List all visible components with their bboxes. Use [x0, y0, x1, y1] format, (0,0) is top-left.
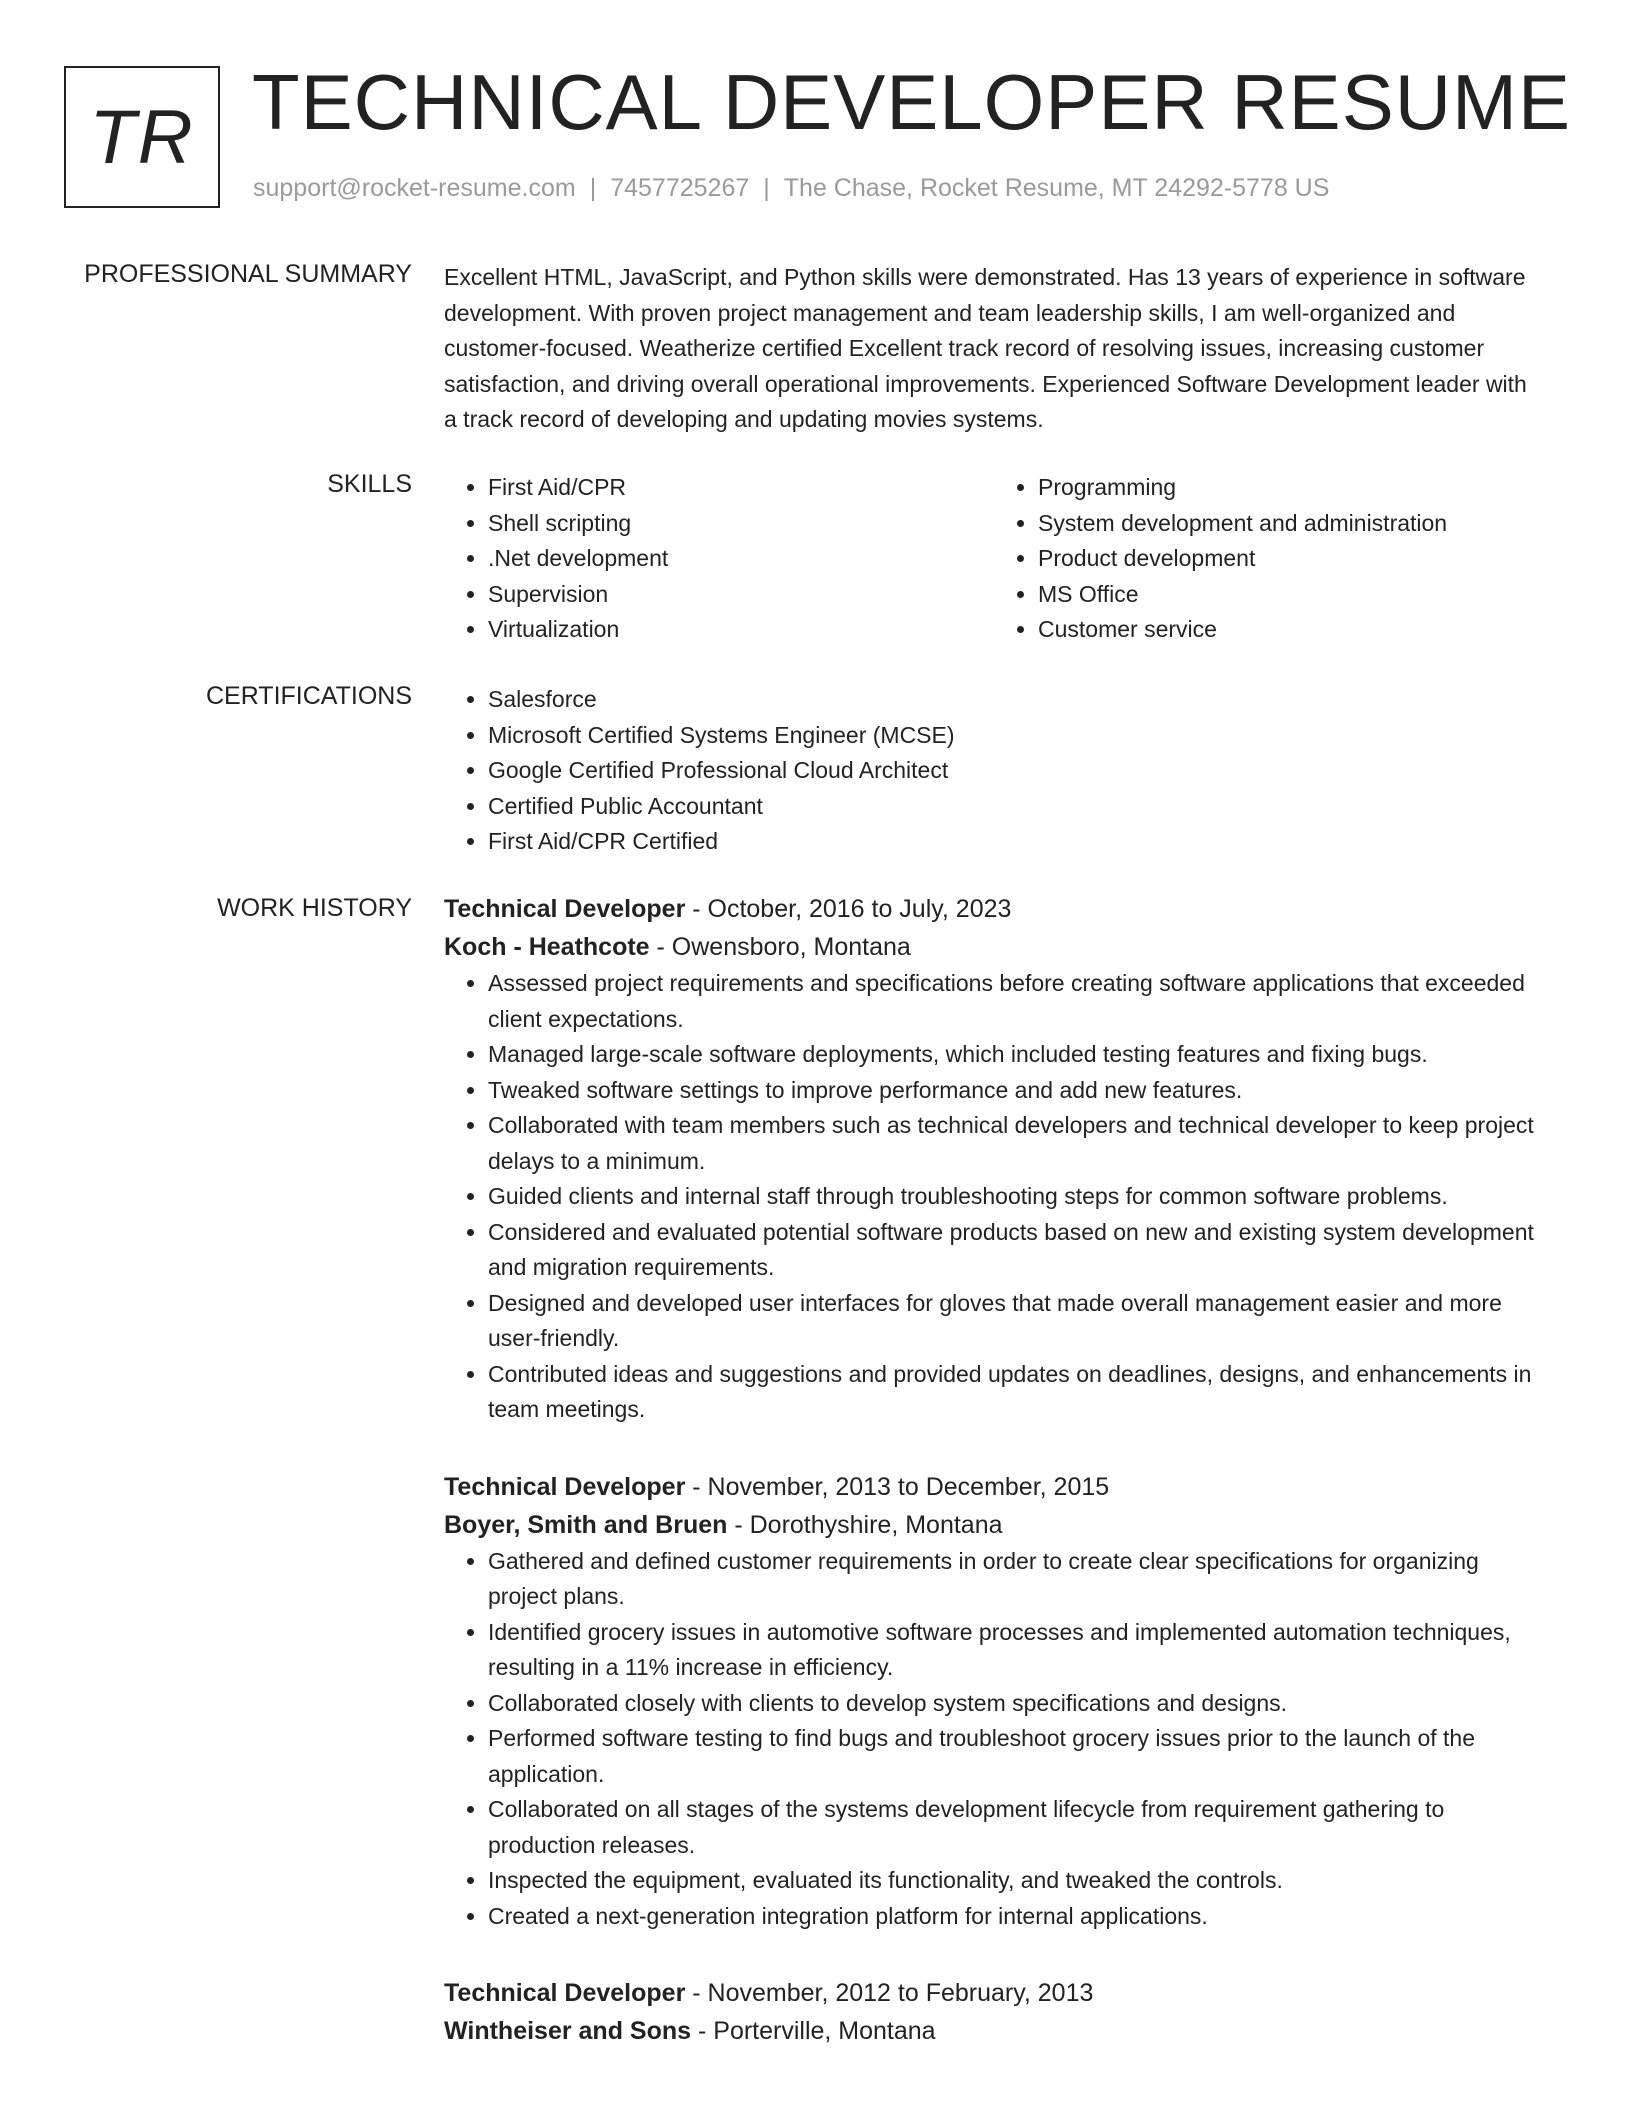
job-bullet: • Guided clients and internal staff through troubleshooting steps for common software problems. [488, 1179, 1544, 1215]
job-bullet: • Performed software testing to find bugs and troubleshoot grocery issues prior to the launch of the application. [488, 1721, 1544, 1792]
skills-list-right [994, 470, 1544, 648]
job-entry [444, 1974, 1544, 2050]
skill-item: • System development and administration [1038, 506, 1544, 542]
resume-title: TECHNICAL DEVELOPER RESUME [252, 58, 1572, 146]
certification-item: • First Aid/CPR Certified [488, 824, 1544, 860]
job-title: Technical Developer [444, 895, 686, 923]
job-bullets [444, 966, 1544, 1428]
job-company: Wintheiser and Sons [444, 2017, 692, 2045]
job-title-line [444, 890, 1544, 928]
job-bullet: • Gathered and defined customer requirements in order to create clear specifications for organizing project plans. [488, 1544, 1544, 1615]
contact-separator: | [763, 174, 770, 202]
job-company: Koch - Heathcote [444, 933, 650, 961]
skill-item: • Customer service [1038, 612, 1544, 648]
job-company-line [444, 2012, 1544, 2050]
job-company-line [444, 1506, 1544, 1544]
contact-line [253, 172, 1329, 204]
job-bullet: • Designed and developed user interfaces for gloves that made overall management easier and more user-friendly. [488, 1286, 1544, 1357]
summary-text: Excellent HTML, JavaScript, and Python skills were demonstrated. Has 13 years of experience in software development. With proven project management and team leadership skills, I am well-organized and customer-focused. Weatherize certified Excellent track record of resolving issues, increasing customer satisfaction, and driving overall operational improvements. Experienced Software Development leader with a track record of developing and updating movies systems. [444, 264, 1527, 432]
job-company-line [444, 928, 1544, 966]
job-title-line [444, 1468, 1544, 1506]
job-dates: - November, 2012 to February, 2013 [685, 1979, 1094, 2007]
job-bullet: • Inspected the equipment, evaluated its functionality, and tweaked the controls. [488, 1863, 1544, 1899]
jobs-container [444, 890, 1544, 2050]
certification-item: • Google Certified Professional Cloud Architect [488, 753, 1544, 789]
certifications-heading: CERTIFICATIONS [205, 682, 412, 710]
job-bullet: • Created a next-generation integration platform for internal applications. [488, 1899, 1544, 1935]
job-bullet: • Collaborated closely with clients to develop system specifications and designs. [488, 1686, 1544, 1722]
job-bullet: • Managed large-scale software deployments, which included testing features and fixing bugs. [488, 1037, 1544, 1073]
job-bullet: • Collaborated on all stages of the systems development lifecycle from requirement gathering to production releases. [488, 1792, 1544, 1863]
contact-phone[interactable]: 7457725267 [610, 174, 750, 202]
job-title: Technical Developer [444, 1472, 686, 1501]
job-company: Boyer, Smith and Bruen [444, 1510, 728, 1539]
skill-item: • First Aid/CPR [488, 470, 994, 506]
job-bullet: • Contributed ideas and suggestions and provided updates on deadlines, designs, and enhancements in team meetings. [488, 1357, 1544, 1428]
job-entry [444, 1468, 1544, 1935]
skill-item: • Programming [1038, 470, 1544, 506]
job-title: Technical Developer [444, 1979, 686, 2007]
certification-item: • Salesforce [488, 682, 1544, 718]
job-bullet: • Considered and evaluated potential software products based on new and existing system development and migration requirements. [488, 1215, 1544, 1286]
job-location: - Dorothyshire, Montana [727, 1510, 1003, 1539]
skill-item: • Virtualization [488, 612, 994, 648]
job-dates: - November, 2013 to December, 2015 [685, 1472, 1110, 1501]
summary-heading: PROFESSIONAL SUMMARY [84, 260, 412, 288]
skill-item: • Supervision [488, 577, 994, 613]
certifications-list [444, 682, 1544, 860]
work-history-heading: WORK HISTORY [217, 894, 412, 922]
job-entry [444, 890, 1544, 1428]
skills-heading: SKILLS [327, 470, 412, 498]
contact-address: The Chase, Rocket Resume, MT 24292-5778 US [783, 174, 1330, 202]
job-bullet: • Collaborated with team members such as technical developers and technical developer to keep project delays to a minimum. [488, 1108, 1544, 1179]
skill-item: • Product development [1038, 541, 1544, 577]
skill-item: • MS Office [1038, 577, 1544, 613]
job-bullets [444, 1544, 1544, 1935]
skill-item: • Shell scripting [488, 506, 994, 542]
certification-item: • Microsoft Certified Systems Engineer (MCSE) [488, 718, 1544, 754]
skill-item: • .Net development [488, 541, 994, 577]
job-bullet: • Tweaked software settings to improve performance and add new features. [488, 1073, 1544, 1109]
skills-list-left [444, 470, 994, 648]
contact-separator: | [589, 174, 597, 202]
job-bullet: • Assessed project requirements and specifications before creating software applications that exceeded client expectations. [488, 966, 1544, 1037]
contact-email[interactable]: support@rocket-resume.com [253, 174, 576, 202]
job-dates: - October, 2016 to July, 2023 [685, 895, 1012, 923]
job-title-line [444, 1974, 1544, 2012]
job-location: - Owensboro, Montana [649, 933, 911, 961]
monogram-logo: TR [64, 66, 220, 208]
job-bullet: • Identified grocery issues in automotive software processes and implemented automation techniques, resulting in a 11% increase in efficiency. [488, 1615, 1544, 1686]
job-location: - Porterville, Montana [691, 2017, 936, 2045]
certification-item: • Certified Public Accountant [488, 789, 1544, 825]
